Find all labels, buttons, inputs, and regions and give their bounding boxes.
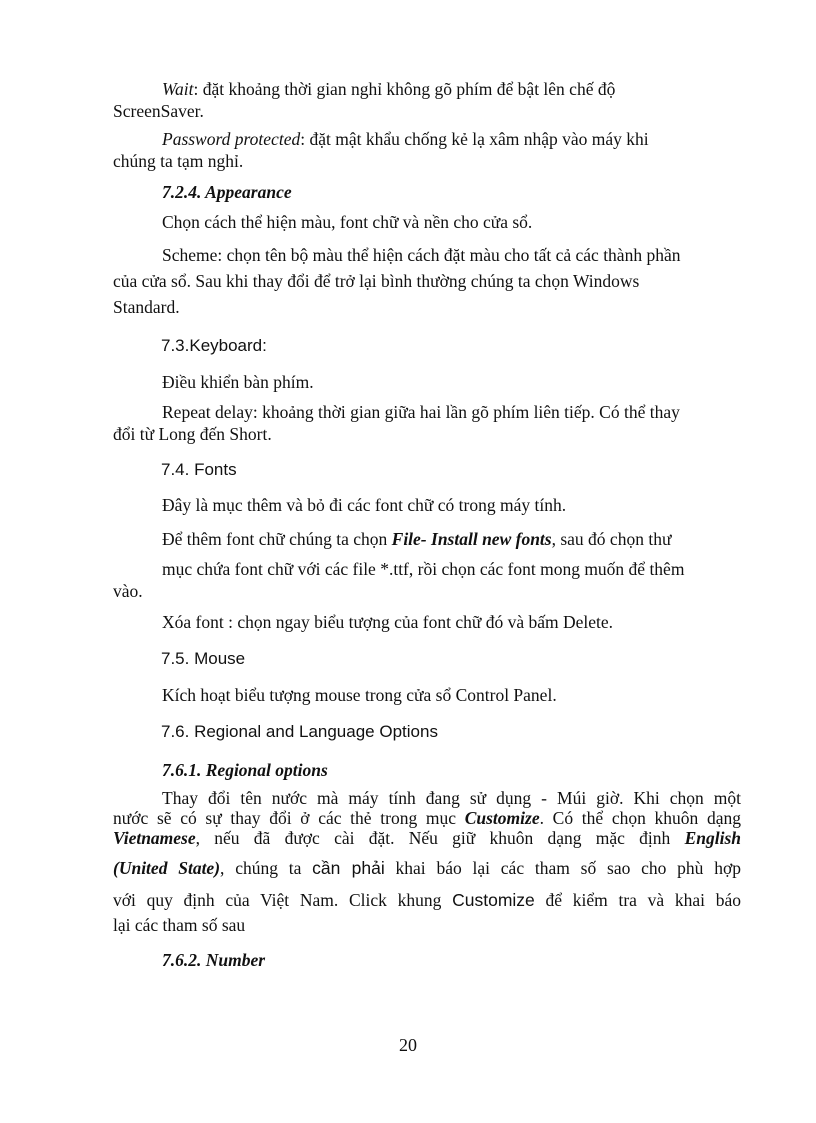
paragraph-text: mục chứa font chữ với các file *.ttf, rồi chọn các font mong muốn để thêm [162, 559, 685, 579]
paragraph-text: : đặt khoảng thời gian nghỉ không gõ phím để bật lên chế độ [193, 79, 616, 99]
emphasis-customize: Customize [464, 808, 540, 828]
text-line [113, 858, 741, 878]
paragraph-text: , chúng ta [220, 858, 313, 878]
paragraph-text: . Có thể chọn khuôn dạng [539, 808, 741, 828]
paragraph-repeat-delay [113, 401, 741, 445]
paragraph-text: đổi từ Long đến Short. [113, 424, 272, 444]
paragraph-text-sans: cần phải [312, 858, 385, 878]
page-number: 20 [399, 1035, 417, 1055]
paragraph-text: vào. [113, 581, 143, 601]
text-line [113, 828, 741, 848]
paragraph-text: : đặt mật khẩu chống kẻ lạ xâm nhập vào máy khi [300, 129, 649, 149]
menu-command: File- Install new fonts [391, 529, 552, 549]
paragraph-text: , nếu đã được cài đặt. Nếu giữ khuôn dạng mặc định [195, 828, 685, 848]
paragraph-delete-font: Xóa font : chọn ngay biểu tượng của font chữ đó và bấm Delete. [162, 612, 614, 632]
paragraph-text: ScreenSaver. [113, 101, 204, 121]
paragraph-wait [113, 78, 741, 122]
paragraph-text: , sau đó chọn thư [551, 529, 672, 549]
heading-keyboard: 7.3.Keyboard: [161, 336, 267, 355]
paragraph-text: Scheme: chọn tên bộ màu thể hiện cách đặt màu cho tất cả các thành phần [162, 245, 681, 265]
heading-appearance: 7.2.4. Appearance [162, 182, 292, 202]
paragraph-text: lại các tham số sau [113, 915, 246, 935]
paragraph-text: nước sẽ có sự thay đổi ở các thẻ trong mục [113, 808, 465, 828]
text-line [113, 915, 741, 935]
paragraph-password [113, 128, 741, 172]
paragraph-text: để kiểm tra và khai báo [534, 890, 741, 910]
paragraph-text-sans: Customize [452, 890, 535, 910]
emphasis-united-state: (United State) [113, 858, 221, 878]
paragraph-appearance: Chọn cách thể hiện màu, font chữ và nền cho cửa sổ. [162, 212, 533, 232]
emphasis-english: English [684, 828, 741, 848]
emphasis-vietnamese: Vietnamese [113, 828, 196, 848]
paragraph-fonts: Đây là mục thêm và bỏ đi các font chữ có trong máy tính. [162, 495, 567, 515]
text-line [113, 788, 741, 808]
heading-fonts: 7.4. Fonts [161, 460, 237, 479]
text-line [113, 808, 741, 828]
term-password-protected: Password protected [162, 129, 301, 149]
term-wait: Wait [162, 79, 194, 99]
paragraph-scheme [113, 242, 741, 320]
heading-number: 7.6.2. Number [162, 950, 266, 970]
paragraph-text: Standard. [113, 297, 180, 317]
text-line [113, 890, 741, 910]
heading-mouse: 7.5. Mouse [161, 649, 246, 668]
paragraph-keyboard: Điều khiển bàn phím. [162, 372, 314, 392]
paragraph-text: khai báo lại các tham số sao cho phù hợp [384, 858, 741, 878]
paragraph-install-fonts [113, 528, 741, 550]
paragraph-text: chúng ta tạm nghỉ. [113, 151, 244, 171]
paragraph-font-folder [113, 558, 741, 602]
paragraph-text: Thay đổi tên nước mà máy tính đang sử dụng - Múi giờ. Khi chọn một [162, 788, 741, 808]
paragraph-text: của cửa sổ. Sau khi thay đổi để trở lại bình thường chúng ta chọn Windows [113, 271, 640, 291]
paragraph-text: với quy định của Việt Nam. Click khung [113, 890, 453, 910]
paragraph-regional-options [113, 788, 741, 935]
heading-regional-language: 7.6. Regional and Language Options [161, 722, 438, 741]
heading-regional-options: 7.6.1. Regional options [162, 760, 328, 780]
paragraph-text: Để thêm font chữ chúng ta chọn [162, 529, 392, 549]
paragraph-mouse: Kích hoạt biểu tượng mouse trong cửa sổ Control Panel. [162, 685, 557, 705]
paragraph-text: Repeat delay: khoảng thời gian giữa hai lần gõ phím liên tiếp. Có thể thay [162, 402, 680, 422]
